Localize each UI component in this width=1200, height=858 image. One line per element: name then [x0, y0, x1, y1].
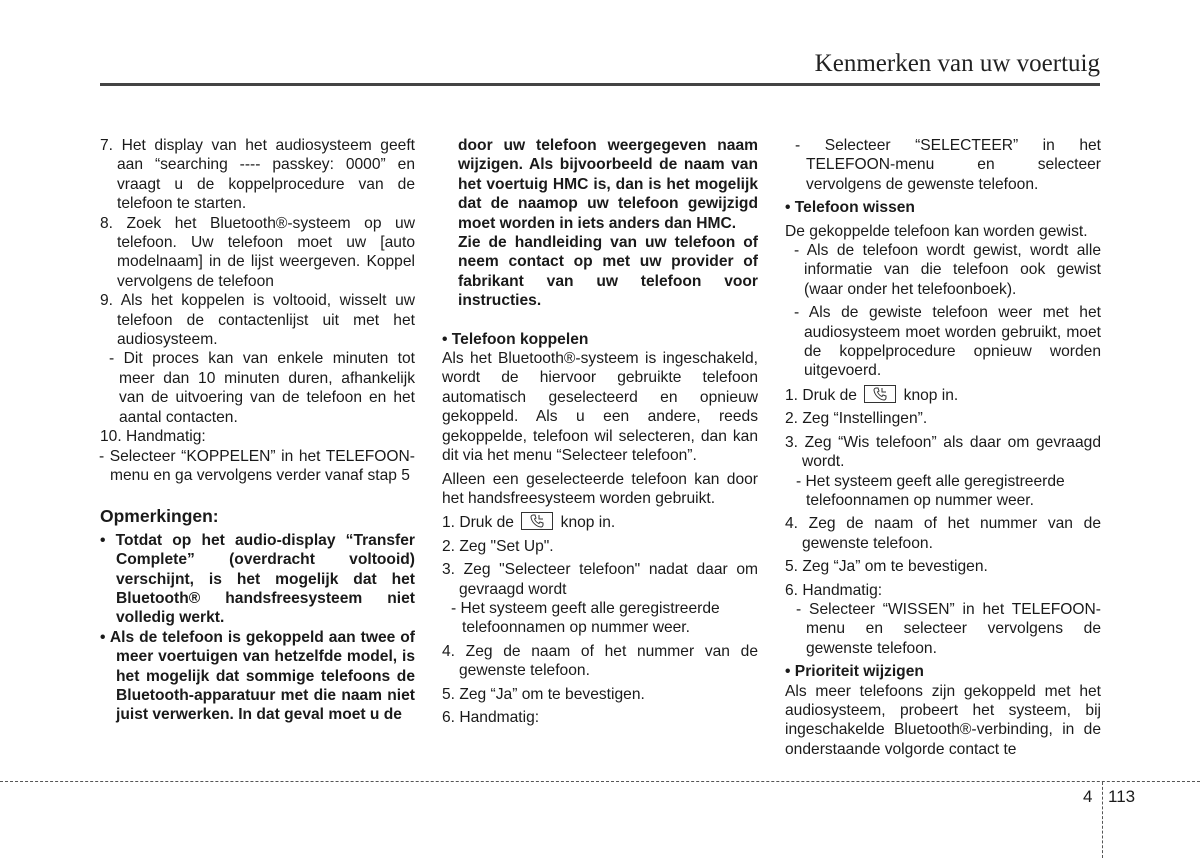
delete-step-1-text: 1. Druk de: [785, 386, 857, 404]
pair-step-1: [442, 512, 758, 532]
delete-step-6: 6. Handmatig:: [785, 581, 883, 599]
page-number: 113: [1108, 787, 1136, 806]
delete-step-1-suffix: knop in.: [903, 386, 959, 404]
step-10-note: - Selecteer “KOPPELEN” in het TELEFOON-menu en ga vervolgens verder vanaf stap 5: [99, 447, 415, 484]
pair-step-3: 3. Zeg "Selecteer telefoon" nadat daar om gevraagd wordt: [442, 561, 758, 598]
page-header-title: Kenmerken van uw voertuig: [814, 50, 1100, 77]
note-2-extra: Zie de handleiding van uw telefoon of neem contact op met uw provider of fabrikant van uw telefoon voor instructies.: [458, 234, 758, 310]
column-1: [100, 136, 415, 725]
note-2: • Als de telefoon is gekoppeld aan twee of meer voertuigen van hetzelfde model, is het mogelijk dat sommige telefoons de Bluetooth-apparatuur met die naam niet juist verwerken. In dat geval moet u de: [100, 628, 415, 724]
pair-heading: • Telefoon koppelen: [442, 330, 589, 348]
delete-step-3: 3. Zeg “Wis telefoon” als daar om gevraagd wordt.: [785, 433, 1101, 471]
phone-handset-icon: [521, 512, 553, 530]
delete-bullet-1: - Als de telefoon wordt gewist, wordt alle informatie van die telefoon ook gewist (waar onder het telefoonboek).: [794, 242, 1101, 298]
pair-step-5: 5. Zeg “Ja” om te bevestigen.: [442, 685, 645, 703]
pair-step-6-note: - Selecteer “SELECTEER” in het TELEFOON-menu en selecteer vervolgens de gewenste telefoon.: [795, 137, 1101, 193]
step-9-note: - Dit proces kan van enkele minuten tot meer dan 10 minuten duren, afhankelijk van de uitvoering van de telefoon en het aantal contacten.: [109, 350, 415, 426]
delete-step-2: 2. Zeg “Instellingen”.: [785, 410, 928, 428]
delete-step-3-note: - Het systeem geeft alle geregistreerde telefoonnamen op nummer weer.: [796, 472, 1065, 509]
delete-bullet-2: - Als de gewiste telefoon weer met het audiosysteem moet worden gebruikt, moet de koppelprocedure opnieuw worden uitgevoerd.: [794, 304, 1101, 380]
priority-heading: • Prioriteit wijzigen: [785, 663, 924, 681]
pair-step-4: 4. Zeg de naam of het nummer van de gewenste telefoon.: [442, 642, 758, 680]
priority-paragraph: Als meer telefoons zijn gekoppeld met het audiosysteem, probeert het systeem, bij ingeschakelde Bluetooth®-verbinding, in de onderstaande volgorde contact te: [785, 682, 1101, 758]
column-3: [785, 136, 1101, 759]
footer-divider: [0, 781, 1200, 782]
delete-step-6-note: - Selecteer “WISSEN” in het TELEFOON-menu en selecteer vervolgens de gewenste telefoon.: [796, 600, 1101, 657]
pair-step-3-note: - Het systeem geeft alle geregistreerde telefoonnamen op nummer weer.: [451, 599, 720, 637]
pair-step-1-text: 1. Druk de: [442, 514, 514, 532]
delete-step-1: [785, 385, 1101, 405]
delete-heading: • Telefoon wissen: [785, 199, 915, 217]
step-8: 8. Zoek het Bluetooth®-systeem op uw telefoon. Uw telefoon moet uw [auto modelnaam] in de lijst weergeven. Koppel vervolgens de telefoon: [100, 214, 415, 290]
pair-step-6: 6. Handmatig:: [442, 708, 540, 726]
delete-paragraph: De gekoppelde telefoon kan worden gewist.: [785, 222, 1088, 240]
step-7: 7. Het display van het audiosysteem geeft aan “searching ---- passkey: 0000” en vraagt u de koppelprocedure van de telefoon te starten.: [100, 137, 415, 213]
note-2-continued: door uw telefoon weergegeven naam wijzigen. Als bijvoorbeeld de naam van het voertuig HMC is, dan is het mogelijk dat de naamop uw telefoon gewijzigd moet worden in iets anders dan HMC.: [458, 137, 758, 232]
header-rule: [100, 83, 1100, 86]
section-number: 4: [1083, 787, 1093, 806]
pair-paragraph-1: Als het Bluetooth®-systeem is ingeschakeld, wordt de hiervoor gebruikte telefoon automatisch geselecteerd en opnieuw gekoppeld. Als u een andere, reeds gekoppelde, telefoon wil selecteren, dan kan dit via het menu “Selecteer telefoon”.: [442, 350, 758, 465]
step-10: 10. Handmatig:: [100, 428, 206, 446]
pair-step-2: 2. Zeg "Set Up".: [442, 537, 554, 555]
step-9: 9. Als het koppelen is voltooid, wisselt uw telefoon de contactenlijst uit met het audiosysteem.: [100, 292, 415, 349]
pair-paragraph-2: Alleen een geselecteerde telefoon kan door het handsfreesysteem worden gebruikt.: [442, 470, 758, 507]
pair-step-1-suffix: knop in.: [560, 514, 616, 532]
notes-heading: Opmerkingen:: [100, 506, 219, 527]
delete-step-5: 5. Zeg “Ja” om te bevestigen.: [785, 558, 988, 576]
delete-step-4: 4. Zeg de naam of het nummer van de gewenste telefoon.: [785, 515, 1101, 552]
footer-vertical-divider: [1102, 782, 1103, 858]
phone-handset-icon: [864, 385, 896, 403]
column-2: [442, 136, 758, 727]
note-1: • Totdat op het audio-display “Transfer Complete” (overdracht voltooid) verschijnt, is het mogelijk dat het Bluetooth® handsfreesysteem niet volledig werkt.: [100, 531, 415, 627]
